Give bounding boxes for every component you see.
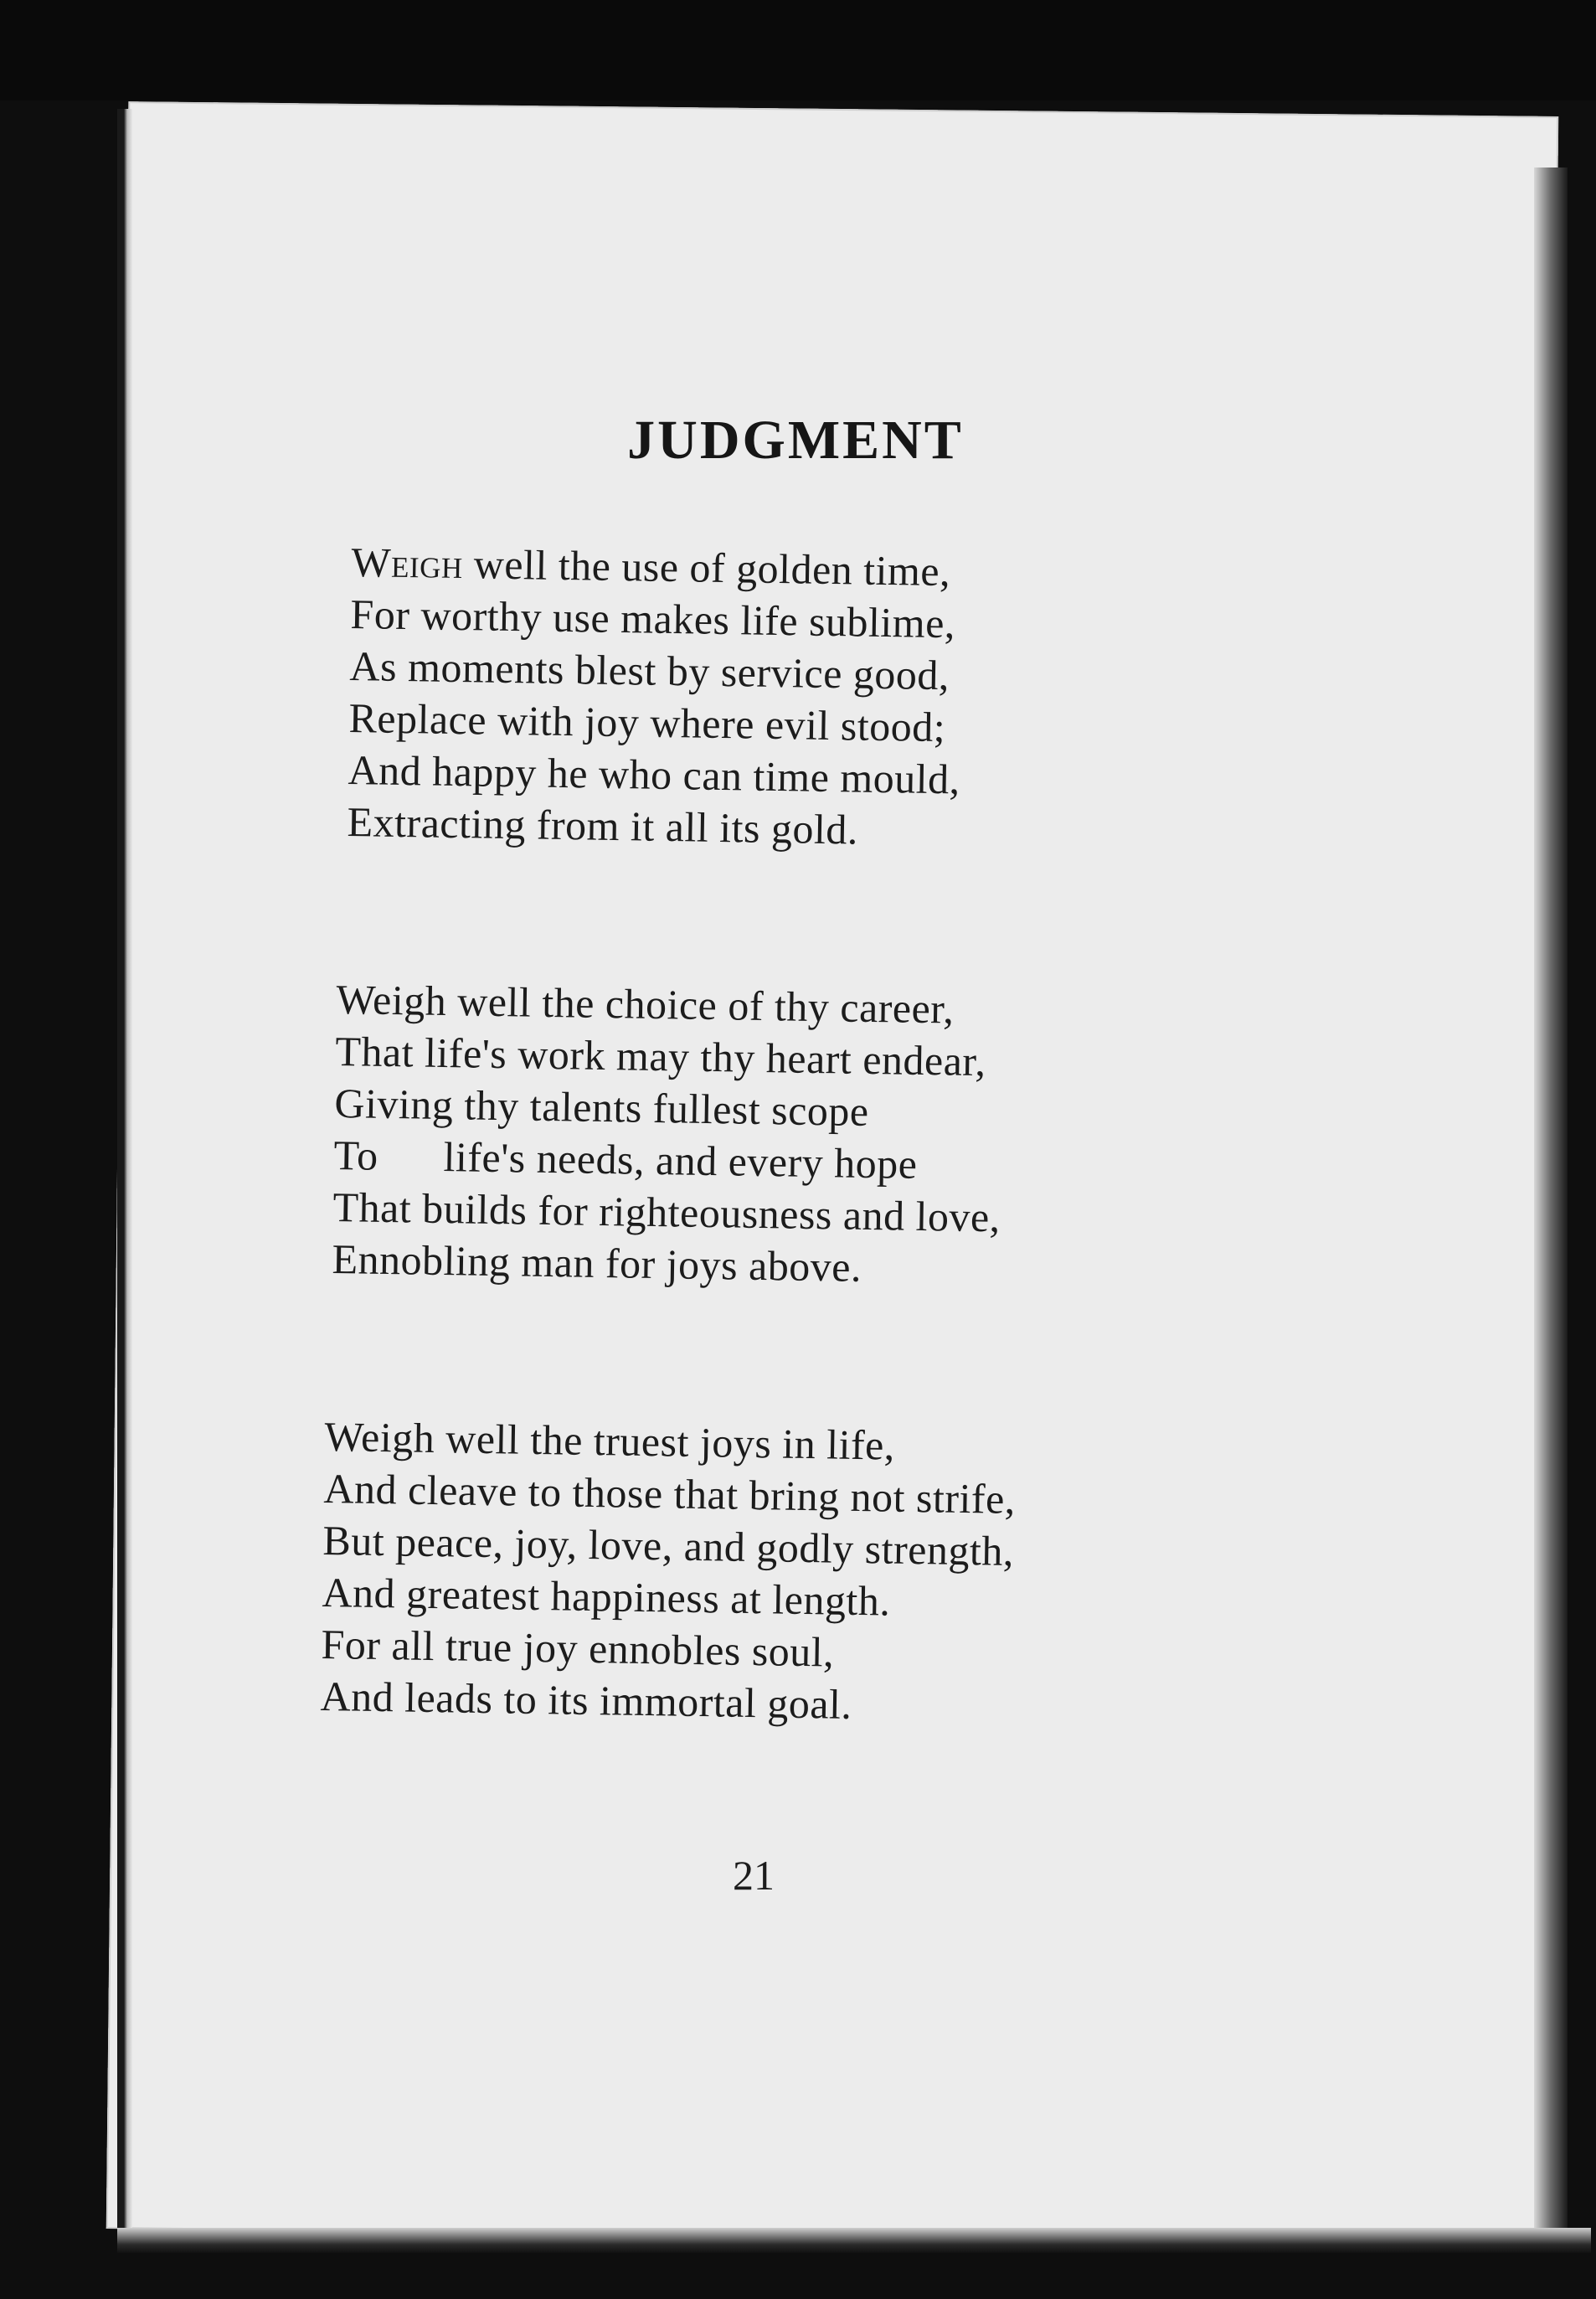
poem-line: And leads to its immortal goal. bbox=[320, 1672, 852, 1728]
poem-line: Ennobling man for joys above. bbox=[332, 1235, 862, 1291]
poem-line: Weigh well the choice of thy career, bbox=[336, 975, 955, 1033]
poem-line: As moments blest by service good, bbox=[349, 642, 950, 699]
poem-line: To life's needs, and every hope bbox=[333, 1131, 918, 1188]
poem-line: But peace, joy, love, and godly strength, bbox=[322, 1516, 1015, 1575]
poem-line: For all true joy ennobles soul, bbox=[321, 1620, 835, 1676]
stanza-3 bbox=[320, 1410, 1017, 1733]
poem-line bbox=[351, 536, 964, 597]
poem-line: And cleave to those that bring not strife, bbox=[323, 1464, 1017, 1523]
poem-line: Giving thy talents fullest scope bbox=[334, 1079, 870, 1136]
poem-line: And happy he who can time mould, bbox=[348, 745, 961, 803]
poem-line-rest: well the use of golden time, bbox=[462, 540, 951, 595]
poem-line: And greatest happiness at length. bbox=[322, 1568, 891, 1625]
poem-line: Replace with joy where evil stood; bbox=[348, 693, 946, 751]
stanza-2 bbox=[332, 973, 1004, 1295]
poem-first-word: Weigh bbox=[351, 538, 464, 588]
poem-line: For worthy use makes life sublime, bbox=[350, 590, 956, 647]
stanza-1 bbox=[347, 536, 964, 857]
poem-line: Weigh well the truest joys in life, bbox=[324, 1412, 896, 1469]
page-number: 21 bbox=[733, 1852, 775, 1899]
poem-line: That life's work may thy heart endear, bbox=[335, 1027, 986, 1085]
poem-line: Extracting from it all its gold. bbox=[347, 797, 859, 853]
poem-title: JUDGMENT bbox=[627, 410, 964, 471]
poem-line: That builds for righteousness and love, bbox=[332, 1183, 1001, 1241]
